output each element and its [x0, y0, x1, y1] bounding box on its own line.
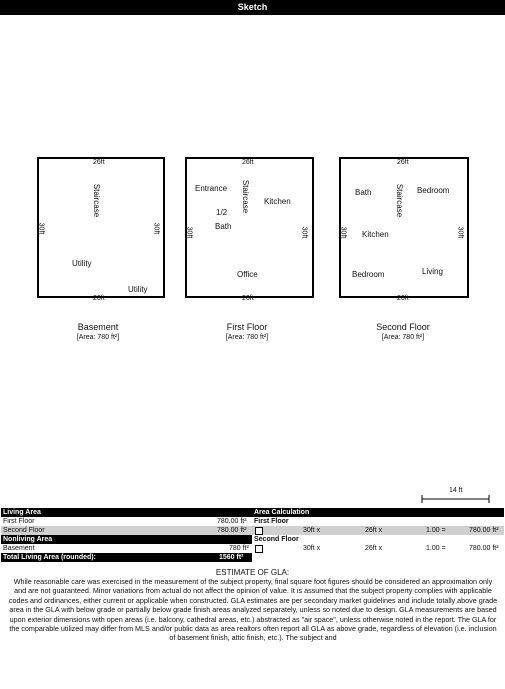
scale-bar: [421, 494, 491, 504]
basement-top-dim: 26ft: [93, 159, 105, 166]
basement-left-dim: 30ft: [37, 222, 45, 235]
basement-room-utility-1: Utility: [72, 259, 92, 268]
sketch-header: Sketch: [0, 0, 505, 15]
total-living-area-value: 1560 ft²: [219, 554, 244, 561]
first-floor-top-dim: 26ft: [242, 159, 254, 166]
first-floor-room-bath: Bath: [215, 222, 232, 231]
second-floor-room-bedroom-2: Bedroom: [352, 270, 385, 279]
second-floor-room-bedroom-1: Bedroom: [417, 186, 450, 195]
first-floor-area: [Area: 780 ft²]: [225, 334, 269, 341]
basement-result: 780.00 ft²: [469, 545, 499, 552]
first-floor-value: 780.00 ft²: [217, 518, 247, 525]
second-floor-room-living: Living: [422, 267, 443, 276]
basement-plan: [37, 157, 165, 298]
first-floor-room-kitchen: Kitchen: [264, 197, 291, 206]
basement-dim1: 30ft x: [303, 545, 321, 552]
basement-value: 780 ft²: [229, 545, 249, 552]
basement-right-dim: 30ft: [152, 222, 160, 235]
basement-room-utility-2: Utility: [128, 285, 148, 294]
first-floor-right-dim: 30ft: [300, 226, 308, 239]
second-floor-area: [Area: 780 ft²]: [381, 334, 425, 341]
second-floor-title: Second Floor: [376, 322, 430, 332]
second-floor-right-dim: 30ft: [456, 226, 464, 239]
total-living-area-label: Total Living Area (rounded):: [3, 554, 96, 561]
estimate-body: While reasonable care was exercised in the measurement of the subject property, final square foot figures should be considered an approximation only and are not guaranteed. Minor variations from actual do not affect the opinion of value. It is assumed that the subject property complies with applicable codes and ordinances, either current or applicable when constructed. GLA estimates are per secondary market guidelines and include totally above grade area in the GLA with below grade or partially below grade finish areas analyzed separately, unless so noted due to design. GLA measurements are based upon exterior dimensions with open areas (i.e. balcony, cathedral areas, etc.) abstracted as "air space", unless otherwise noted in the report. The GLA for the comparable utilized may differ from MLS and/or public data as area realtors often report all GLA as above grade, regardless of elevation (i.e. inclusion of basement finish, attic finish, etc.). The subject and: [8, 577, 498, 643]
first-floor-label: First Floor: [3, 518, 35, 525]
basement-staircase: Staircase: [92, 183, 102, 218]
estimate-title: ESTIMATE OF GLA:: [215, 568, 290, 577]
first-floor-room-entrance: Entrance: [195, 184, 228, 193]
living-area-header: Living Area: [3, 509, 41, 516]
second-floor-room-kitchen: Kitchen: [362, 230, 389, 239]
second-floor-factor: 1.00 =: [426, 527, 446, 534]
second-floor-value: 780.00 ft²: [217, 527, 247, 534]
basement-area: [Area: 780 ft²]: [76, 334, 120, 341]
second-floor-staircase: Staircase: [395, 183, 405, 218]
first-floor-section: First Floor: [254, 518, 289, 525]
basement-dim2: 26ft x: [365, 545, 383, 552]
second-floor-dim1: 30ft x: [303, 527, 321, 534]
basement-bottom-dim: 26ft: [93, 295, 105, 302]
second-floor-dim2: 26ft x: [365, 527, 383, 534]
basement-factor: 1.00 =: [426, 545, 446, 552]
first-floor-room-office: Office: [237, 270, 258, 279]
second-floor-bottom-dim: 26ft: [397, 295, 409, 302]
nonliving-area-header: Nonliving Area: [1, 535, 252, 544]
scale-label: 14 ft: [449, 487, 463, 494]
area-calculation-header: Area Calculation: [254, 509, 310, 516]
checkbox-icon: [255, 527, 263, 535]
second-floor-section: Second Floor: [254, 536, 299, 543]
second-floor-left-dim: 30ft: [339, 226, 347, 239]
basement-title: Basement: [77, 322, 119, 332]
second-floor-top-dim: 26ft: [397, 159, 409, 166]
first-floor-room-half: 1/2: [216, 208, 228, 217]
first-floor-left-dim: 30ft: [185, 226, 193, 239]
checkbox-icon: [255, 545, 263, 553]
first-floor-staircase: Staircase: [241, 179, 251, 214]
second-floor-room-bath: Bath: [355, 188, 372, 197]
basement-label: Basement: [3, 545, 35, 552]
first-floor-bottom-dim: 26ft: [242, 295, 254, 302]
second-floor-result: 780.00 ft²: [469, 527, 499, 534]
first-floor-title: First Floor: [226, 322, 268, 332]
second-floor-label: Second Floor: [3, 527, 45, 534]
